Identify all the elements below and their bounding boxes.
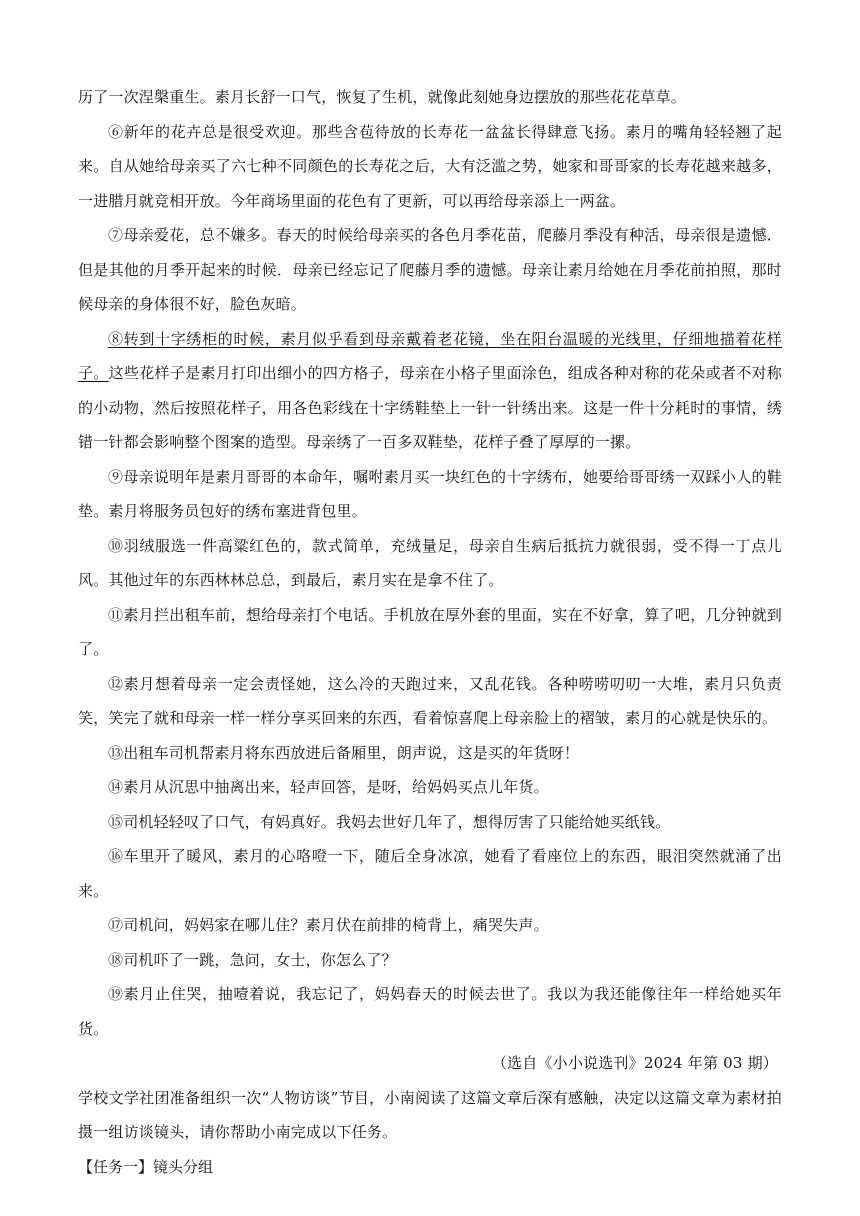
paragraph-14: ⑭素月从沉思中抽离出来，轻声回答，是呀，给妈妈买点儿年货。 [108, 778, 549, 796]
paragraph-11: ⑪素月拦出租车前，想给母亲打个电话。手机放在厚外套的里面，实在不好拿，算了吧，几分钟就到了。 [78, 605, 782, 658]
paragraph-17: ⑰司机问，妈妈家在哪儿住？素月伏在前排的椅背上，痛哭失声。 [108, 916, 549, 934]
paragraph-12: ⑫素月想着母亲一定会责怪她，这么冷的天跑过来，又乱花钱。各种唠唠叨叨一大堆，素月只负责笑，笑完了就和母亲一样一样分享买回来的东西，看着惊喜爬上母亲脸上的褶皱，素月的心就是快乐的。 [78, 674, 782, 727]
paragraph-continued: 历了一次涅槃重生。素月长舒一口气，恢复了生机，就像此刻她身边摆放的那些花花草草。 [78, 88, 687, 106]
paragraph-8 [78, 322, 782, 460]
paragraph-7: ⑦母亲爱花，总不嫌多。春天的时候给母亲买的各色月季花苗，爬藤月季没有种活，母亲很是遗憾．但是其他的月季开起来的时候．母亲已经忘记了爬藤月季的遗憾。母亲让素月给她在月季花前拍照，那时候母亲的身体很不好，脸色灰暗。 [78, 226, 782, 313]
paragraph-6: ⑥新年的花卉总是很受欢迎。那些含苞待放的长寿花一盆盆长得肆意飞扬。素月的嘴角轻轻翘了起来。自从她给母亲买了六七种不同颜色的长寿花之后，大有泛滥之势，她家和哥哥家的长寿花越来越多，一进腊月就竞相开放。今年商场里面的花色有了更新，可以再给母亲添上一两盆。 [78, 122, 782, 210]
paragraph-19: ⑲素月止住哭，抽噎着说，我忘记了，妈妈春天的时候去世了。我以为我还能像往年一样给她买年货。 [78, 985, 782, 1038]
paragraph-8-underlined-sentence: ⑧转到十字绣柜的时候，素月似乎看到母亲戴着老花镜，坐在阳台温暖的光线里，仔细地描着花样子。 [78, 329, 782, 382]
paragraph-16: ⑯车里开了暖风，素月的心咯噔一下，随后全身冰凉，她看了看座位上的东西，眼泪突然就涌了出来。 [78, 847, 782, 900]
paragraph-9: ⑨母亲说明年是素月哥哥的本命年，嘱咐素月买一块红色的十字绣布，她要给哥哥绣一双踩小人的鞋垫。素月将服务员包好的绣布塞进背包里。 [78, 467, 782, 520]
paragraph-10: ⑩羽绒服选一件高粱红色的，款式简单，充绒量足，母亲自生病后抵抗力就很弱，受不得一丁点儿风。其他过年的东西林林总总，到最后，素月实在是拿不住了。 [78, 536, 782, 589]
paragraph-13: ⑬出租车司机帮素月将东西放进后备厢里，朗声说，这是买的年货呀！ [108, 743, 580, 762]
intro-paragraph: 学校文学社团准备组织一次“人物访谈”节目，小南阅读了这篇文章后深有感触，决定以这篇文章为素材拍摄一组访谈镜头，请你帮助小南完成以下任务。 [78, 1088, 782, 1141]
task-1-heading: 【任务一】镜头分组 [78, 1157, 214, 1176]
source-citation: （选自《小小说选刊》2024 年第 03 期） [491, 1054, 778, 1072]
paragraph-8-rest: 这些花样子是素月打印出细小的四方格子，母亲在小格子里面涂色，组成各种对称的花朵或者不对称的小动物，然后按照花样子，用各色彩线在十字绣鞋垫上一针一针绣出来。这是一件十分耗时的事情，绣错一针都会影响整个图案的造型。母亲绣了一百多双鞋垫，花样子叠了厚厚的一摞。 [78, 364, 782, 451]
paragraph-15: ⑮司机轻轻叹了口气，有妈真好。我妈去世好几年了，想得厉害了只能给她买纸钱。 [108, 812, 671, 831]
paragraph-18: ⑱司机吓了一跳，急问，女士，你怎么了？ [108, 950, 397, 969]
